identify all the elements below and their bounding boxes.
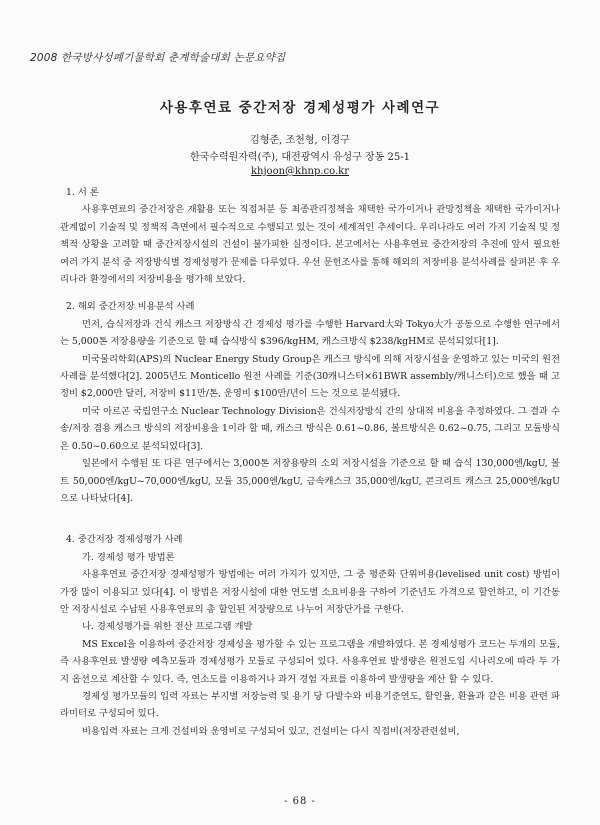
paragraph: 일본에서 수행된 또 다른 연구에서는 3,000톤 저장용량의 소외 저장시설을 기준으로 할 때 습식 130,000엔/kgU, 볼트 50,000엔/kgU~70,000엔/kgU, 모듈 35,000엔/kgU, 금속캐스크 35,000엔/kgU, 콘크리트 캐스크 25,000엔/kgU으로 나타났다[4]. xyxy=(60,458,560,504)
paragraph: 경제성 평가모듈의 입력 자료는 부지별 저장능력 및 용기 당 다발수와 비용기준연도, 할인율, 환율과 같은 비용 관련 파라미터로 구성되어 있다. xyxy=(60,690,560,720)
paragraph: 사용후연료 중간저장 경제성평가 방법에는 여러 가지가 있지만, 그 중 평준화 단위비용(levelised unit cost) 방법이 가장 많이 이용되고 있다[4]. 이 방법은 저장시설에 대한 연도별 소요비용을 구하여 기준년도 가격으로 할인하고, 이 기간동안 저장시설로 수납된 사용후연료의 총 할인된 저장량으로 나누어 저장단가를 구한다. xyxy=(60,569,560,615)
paragraph: 사용후연료의 중간저장은 재활용 또는 직접처분 등 최종관리정책을 채택한 국가이거나 관망정책을 채택한 국가이거나 관계없이 기술적 및 정책적 측면에서 필수적으로 수행되고 있는 것이 세계적인 추세이다. 우리나라도 여러 가지 기술적 및 정책적 상황을 고려할 때 중간저장시설의 건설이 불가피한 실정이다. 본고에서는 사용후연료 중간저장의 추진에 앞서 필요한 여러 가지 분석 중 저장방식별 경제성평가 문제를 다루었다. 우선 문헌조사를 통해 해외의 저장비용 분석사례를 살펴본 후 우리나라 환경에서의 저장비용을 평가해 보았다. xyxy=(60,204,560,286)
paragraph: 먼저, 습식저장과 건식 캐스크 저장방식 간 경제성 평가를 수행한 Harvard大와 Tokyo大가 공동으로 수행한 연구에서는 5,000톤 저장용량을 기준으로 할 때 습식방식 $396/kgHM, 캐스크방식 $238/kgHM로 분석되었다[1]. xyxy=(60,318,560,348)
affiliation: 한국수력원자력(주), 대전광역시 유성구 장동 25-1 xyxy=(189,152,411,163)
section-heading-evaluation-cases: 4. 중간저장 경제성평가 사례 xyxy=(66,534,183,546)
running-header: 2008 한국방사성폐기물학회 춘계학술대회 논문요약집 xyxy=(30,52,286,64)
section-heading-introduction: 1. 서 론 xyxy=(66,187,99,198)
page-number: - 68 - xyxy=(284,796,316,807)
paper-title: 사용후연료 중간저장 경제성평가 사례연구 xyxy=(159,100,441,116)
paragraph: 미국물리학회(APS)의 Nuclear Energy Study Group은 캐스크 방식에 의해 저장시설을 운영하고 있는 미국의 원전 사례를 분석했다[2]. 2005년도 Monticello 원전 사례를 기준(30캐니스터×61BWR assembly/캐니스터)으로 했을 때 고정비 $2,000만 달러, 저장비 $11만/톤, 운영비 $100만/년이 드는 것으로 분석됐다. xyxy=(60,353,560,400)
email-link[interactable]: khjoon@khnp.co.kr xyxy=(250,166,350,177)
subsection-heading-program: 나. 경제성평가를 위한 전산 프로그램 개발 xyxy=(82,621,253,633)
authors: 김형준, 조천형, 이경구 xyxy=(250,135,350,146)
paper-body xyxy=(60,184,560,740)
paragraph: 미국 아르곤 국립연구소 Nuclear Technology Division은 건식저장방식 간의 상대적 비용을 추정하였다. 그 결과 수송/저장 겸용 캐스크 방식의 저장비용을 1이라 할 때, 캐스크 방식은 0.61~0.86, 볼트방식은 0.62~0.75, 그리고 모듈방식은 0.50~0.60으로 분석되었다[3]. xyxy=(60,405,560,452)
paragraph: 비용입력 자료는 크게 건설비와 운영비로 구성되어 있고, 건설비는 다시 직접비(저장관련설비, xyxy=(82,725,460,737)
subsection-heading-methodology: 가. 경제성 평가 방법론 xyxy=(82,551,175,563)
section-heading-overseas-cases: 2. 해외 중간저장 비용분석 사례 xyxy=(66,301,195,313)
paragraph: MS Excel을 이용하여 중간저장 경제성을 평가할 수 있는 프로그램을 개발하였다. 본 경제성평가 코드는 두개의 모듈, 즉 사용후연료 발생량 예측모듈과 경제성평가 모듈로 구성되어 있다. 사용후연료 발생량은 원전도입 시나리오에 따라 두 가지 옵션으로 계산할 수 있다. 즉, 연소도를 이용하거나 과거 경험 자료를 이용하여 발생량을 계산 할 수 있다. xyxy=(60,638,560,685)
